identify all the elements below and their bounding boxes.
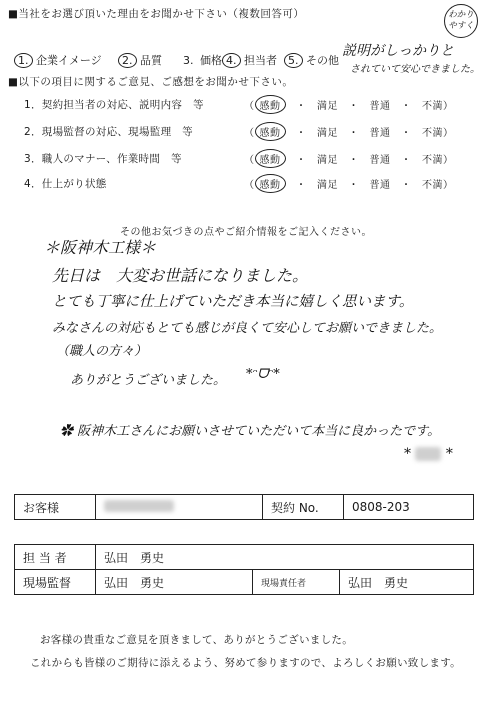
q1-option-1[interactable] (14, 52, 102, 68)
q2-rating-option[interactable]: 感動 (255, 122, 286, 141)
q1-option-5-label: その他 (306, 54, 339, 67)
tanto-label: 担 当 者 (15, 545, 96, 570)
separator: ・ (285, 180, 317, 191)
q1-option-1-num: 1. (14, 53, 33, 68)
q1-option-2[interactable] (118, 52, 162, 68)
signature: * * (404, 446, 453, 462)
q2-rating-group (244, 95, 454, 114)
q1-heading: ■当社をお選び頂いた理由をお聞かせ下さい（複数回答可） (8, 8, 305, 20)
contract-no: 0808-203 (344, 495, 474, 520)
paren: （ (244, 155, 255, 166)
q2-row-label: 2．現場監督の対応、現場監理 等 (24, 126, 193, 138)
q2-heading: ■以下の項目に関するご意見、ご感想をお聞かせ下さい。 (8, 76, 294, 88)
q1-option-5-num: 5. (284, 53, 303, 68)
separator: ・ (285, 155, 317, 166)
comment-line-7: ✿ 阪神木工さんにお願いさせていただいて本当に良かったです。 (60, 424, 441, 439)
q2-rating-option[interactable]: 満足 (317, 155, 338, 166)
separator: ・ (285, 101, 317, 112)
paren: ） (443, 155, 454, 166)
q2-row-label: 4．仕上がり状態 (24, 178, 107, 190)
q2-rating-group (244, 122, 454, 141)
separator: ・ (285, 128, 317, 139)
q1-option-1-label: 企業イメージ (36, 54, 102, 67)
comment-line-2: 先日は 大変お世話になりました。 (52, 266, 309, 285)
q1-option-3-label: 価格 (200, 54, 222, 67)
kantoku-name: 弘田 勇史 (96, 570, 253, 595)
separator: ・ (338, 155, 370, 166)
paren: ） (443, 180, 454, 191)
q2-rating-option[interactable]: 不満 (422, 128, 443, 139)
comment-line-3: とても丁寧に仕上げていただき本当に嬉しく思います。 (52, 294, 414, 310)
customer-name-cell (96, 495, 263, 520)
q2-rating-option[interactable]: 普通 (369, 155, 391, 166)
q2-rating-option[interactable]: 普通 (369, 101, 391, 112)
q1-option-4[interactable] (222, 52, 277, 68)
separator: ・ (390, 101, 422, 112)
q1-option-4-label: 担当者 (244, 54, 277, 67)
comment-line-4: みなさんの対応もとても感じが良くて安心してお願いできました。 (52, 321, 443, 336)
customer-label: お客様 (15, 495, 96, 520)
q1-option-3-num: 3. (183, 54, 194, 67)
staff-box (14, 544, 474, 595)
q2-rating-option[interactable]: 満足 (317, 128, 338, 139)
q1-option-2-num: 2. (118, 53, 137, 68)
separator: ・ (390, 155, 422, 166)
face-doodle: *ᵔᗜᵔ* (246, 367, 280, 382)
sekinin-name: 弘田 勇史 (340, 570, 474, 595)
signature-redacted (415, 447, 441, 461)
paren: （ (244, 180, 255, 191)
comment-line-5: （職人の方々） (56, 344, 148, 359)
q2-rating-group (244, 149, 454, 168)
q1-other-handwritten-line2: されていて安心できました。 (350, 64, 480, 75)
comment-line-1: ＊阪神木工様＊ (44, 238, 157, 257)
customer-name-redacted (104, 500, 174, 512)
q2-rating-option[interactable]: 普通 (369, 128, 391, 139)
sekinin-label: 現場責任者 (253, 570, 340, 595)
q2-rating-option[interactable]: 感動 (255, 174, 286, 193)
separator: ・ (390, 180, 422, 191)
customer-box (14, 494, 474, 520)
tanto-name: 弘田 勇史 (96, 545, 474, 570)
q1-option-3[interactable] (180, 52, 222, 68)
q2-rating-group (244, 174, 454, 193)
paren: ） (443, 101, 454, 112)
q1-option-4-num: 4. (222, 53, 241, 68)
q2-rating-option[interactable]: 満足 (317, 101, 338, 112)
q1-other-handwritten-line1: 説明がしっかりと (342, 43, 454, 59)
separator: ・ (338, 101, 370, 112)
q2-row-label: 3．職人のマナー、作業時間 等 (24, 153, 182, 165)
paren: ） (443, 128, 454, 139)
q2-rating-option[interactable]: 不満 (422, 101, 443, 112)
q2-rating-option[interactable]: 普通 (369, 180, 391, 191)
separator: ・ (390, 128, 422, 139)
separator: ・ (338, 128, 370, 139)
footer-line-1: お客様の貴重なご意見を頂きまして、ありがとうございました。 (40, 634, 353, 646)
comment-line-6: ありがとうございました。 (70, 373, 227, 388)
paren: （ (244, 101, 255, 112)
comment-line-7-text: 阪神木工さんにお願いさせていただいて本当に良かったです。 (77, 424, 441, 439)
q1-option-5[interactable] (284, 52, 339, 68)
q1-other-bubble: わかりやすく (444, 4, 478, 38)
q1-option-2-label: 品質 (140, 54, 162, 67)
q2-row-label: 1．契約担当者の対応、説明内容 等 (24, 99, 204, 111)
comments-prompt: その他お気づきの点やご紹介情報をご記入ください。 (120, 227, 372, 238)
q2-rating-option[interactable]: 感動 (255, 149, 286, 168)
footer-line-2: これからも皆様のご期待に添えるよう、努めて参りますので、よろしくお願い致します。 (30, 657, 461, 669)
paren: （ (244, 128, 255, 139)
kantoku-label: 現場監督 (15, 570, 96, 595)
q2-rating-option[interactable]: 不満 (422, 155, 443, 166)
contract-label: 契約 No. (263, 495, 344, 520)
separator: ・ (338, 180, 370, 191)
q2-rating-option[interactable]: 満足 (317, 180, 338, 191)
q2-rating-option[interactable]: 感動 (255, 95, 286, 114)
q2-rating-option[interactable]: 不満 (422, 180, 443, 191)
